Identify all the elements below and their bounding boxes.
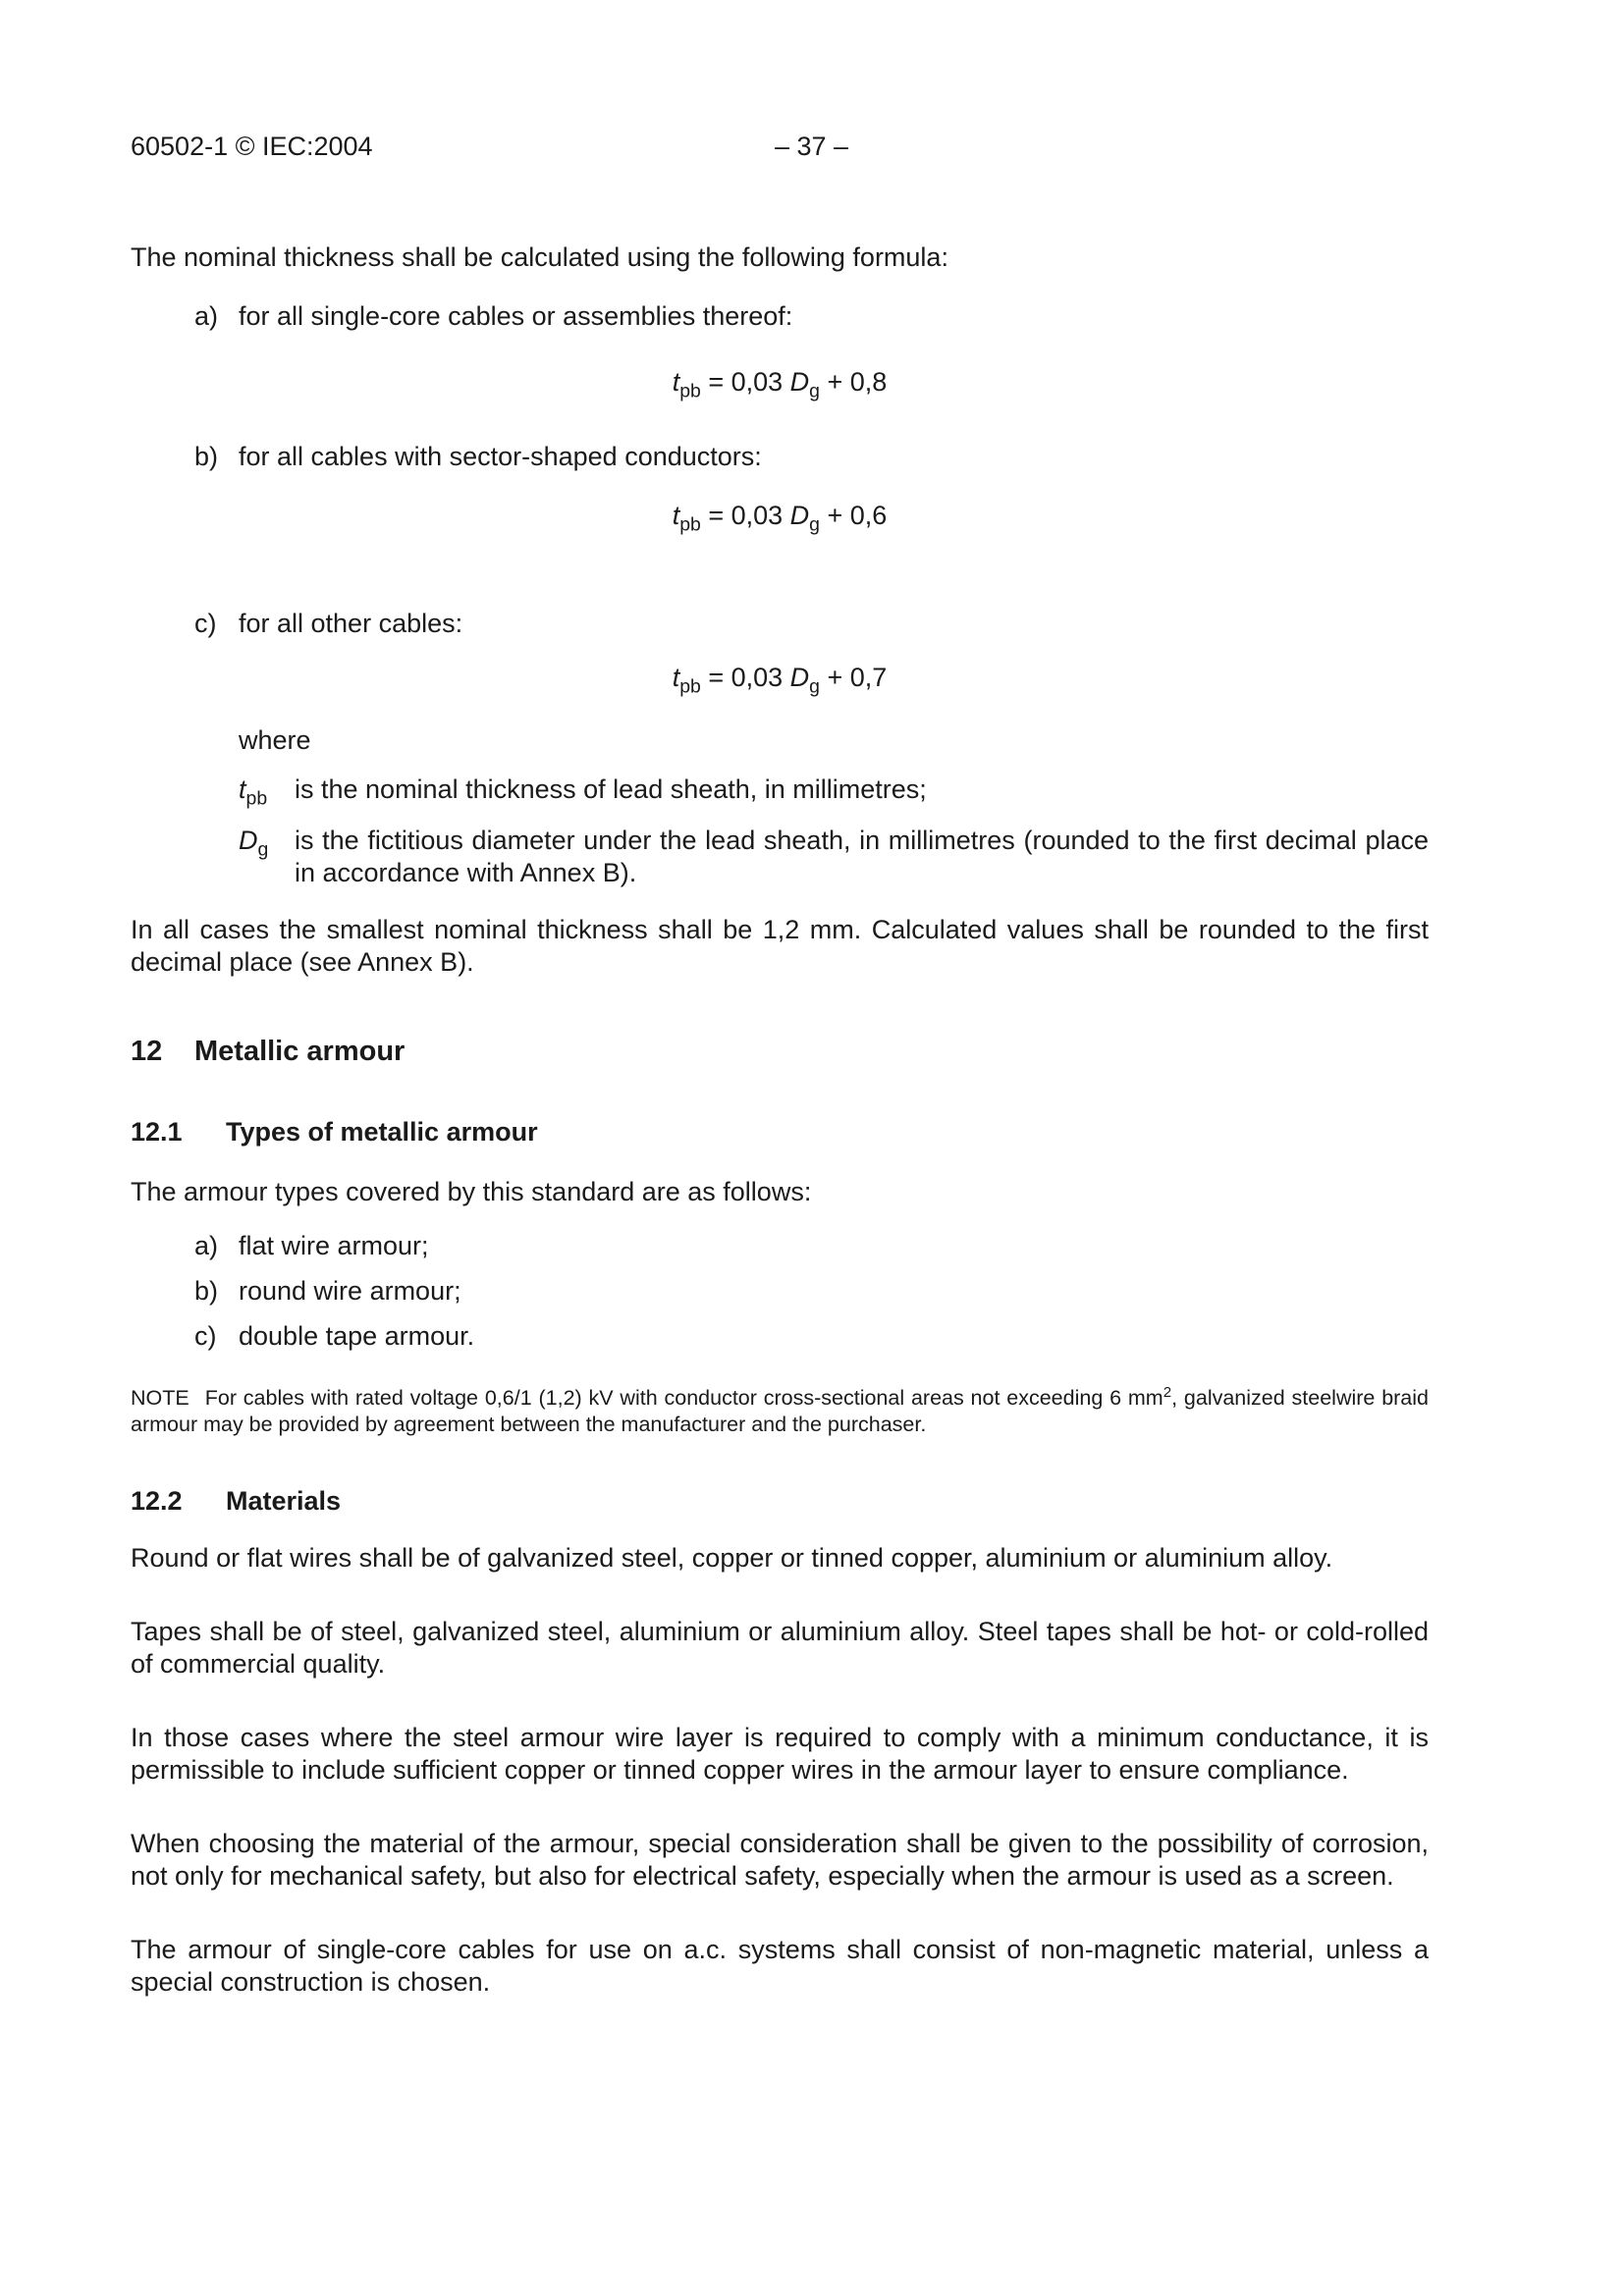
formula-single-core [131,366,1429,407]
subclause-12-1-heading [131,1115,1429,1148]
clause-number: 12 [131,1035,163,1067]
subclause-number: 12.2 [131,1485,183,1516]
note-label: NOTE [131,1385,189,1410]
formula-subscript: g [809,513,820,536]
lead-sheath-closing-paragraph: In all cases the smallest nominal thickness shall be 1,2 mm. Calculated values shall be rounded to the first decimal place (see Annex B). [131,914,1429,977]
formula-variable: D [789,662,810,692]
formula-constant: + 0,7 [819,662,888,692]
list-item-label: c) [194,608,217,638]
list-item-label: a) [194,301,219,331]
formula-operator: = 0,03 [700,367,790,397]
note-paragraph [131,1379,1429,1438]
subclause-12-2-heading [131,1484,1429,1518]
list-item-text: round wire armour; [239,1275,461,1306]
definition-tpb [239,774,1429,815]
materials-paragraph-1: Round or flat wires shall be of galvanized steel, copper or tinned copper, aluminium or aluminium alloy. [131,1542,1333,1573]
armour-list-item-b [194,1275,1429,1308]
definition-dg [239,825,1429,889]
formula-subscript: g [809,380,820,402]
formula-variable: D [789,367,810,397]
armour-types-intro-paragraph: The armour types covered by this standard are as follows: [131,1176,812,1206]
formula-variable: t [672,367,680,397]
note-text: , galvanized steelwire braid armour may be provided by agreement between the manufacturer and the purchaser. [131,1385,1430,1436]
list-item-b [194,441,1429,473]
definition-text: is the fictitious diameter under the lead sheath, in millimetres (rounded to the first decimal place in accordance with Annex B). [295,825,1429,887]
list-item-text: for all single-core cables or assemblies thereof: [239,301,793,331]
note-text: For cables with rated voltage 0,6/1 (1,2) kV with conductor cross-sectional areas not exceeding 6 mm [204,1385,1163,1410]
list-item-label: b) [194,442,219,472]
list-item-text: double tape armour. [239,1320,475,1351]
list-item-a [194,300,1429,333]
formula-subscript: pb [679,513,701,536]
formula-operator: = 0,03 [700,501,790,531]
materials-paragraph-5: The armour of single-core cables for use on a.c. systems shall consist of non-magnetic material, unless a special construction is chosen. [131,1934,1429,1997]
definition-symbol [239,774,295,815]
note-superscript: 2 [1163,1383,1172,1401]
symbol-subscript: pb [245,787,268,810]
symbol-subscript: g [257,837,269,860]
list-item-c [194,608,1429,640]
symbol-definitions [239,774,1429,888]
list-item-label: a) [194,1230,219,1260]
lead-sheath-intro-paragraph: The nominal thickness shall be calculated using the following formula: [131,242,948,272]
armour-types-list [131,1230,1429,1353]
list-item-label: c) [194,1320,217,1351]
definition-symbol [239,825,295,889]
where-label: where [239,725,311,756]
subclause-title: Materials [226,1485,342,1516]
armour-list-item-c [194,1320,1429,1353]
formula-constant: + 0,6 [819,501,888,531]
formula-variable: t [672,501,680,531]
materials-paragraph-3: In those cases where the steel armour wire layer is required to comply with a minimum conductance, it is permissible to include sufficient copper or tinned copper wires in the armour layer to ensure compliance. [131,1722,1429,1785]
formula-operator: = 0,03 [700,662,790,692]
formula-variable: t [672,662,680,692]
formula-other-cables [131,662,1429,703]
page-header [131,131,1429,163]
formula-subscript: pb [679,380,701,402]
document-reference: 60502-1 © IEC:2004 [131,132,373,161]
materials-paragraph-2: Tapes shall be of steel, galvanized steel, aluminium or aluminium alloy. Steel tapes shall be hot- or cold-rolled of commercial quality. [131,1616,1429,1679]
armour-list-item-a [194,1230,1429,1262]
list-item-text: for all other cables: [239,608,463,638]
symbol-base: D [239,825,258,855]
list-item-text: flat wire armour; [239,1230,429,1260]
page-number: – 37 – [774,132,849,161]
list-item-text: for all cables with sector-shaped conductors: [239,442,762,472]
list-item-label: b) [194,1275,219,1306]
symbol-base: t [239,774,246,805]
definition-text: is the nominal thickness of lead sheath, in millimetres; [295,774,927,805]
formula-subscript: g [809,675,820,698]
clause-12-heading [131,1034,1429,1069]
materials-paragraph-4: When choosing the material of the armour, special consideration shall be given to the possibility of corrosion, not only for mechanical safety, but also for electrical safety, especially when the armour is used as a screen. [131,1828,1429,1891]
formula-variable: D [789,501,810,531]
formula-subscript: pb [679,675,701,698]
subclause-number: 12.1 [131,1116,183,1147]
formula-sector-shaped [131,500,1429,541]
subclause-title: Types of metallic armour [226,1116,538,1147]
formula-constant: + 0,8 [819,367,888,397]
clause-title: Metallic armour [194,1035,406,1067]
